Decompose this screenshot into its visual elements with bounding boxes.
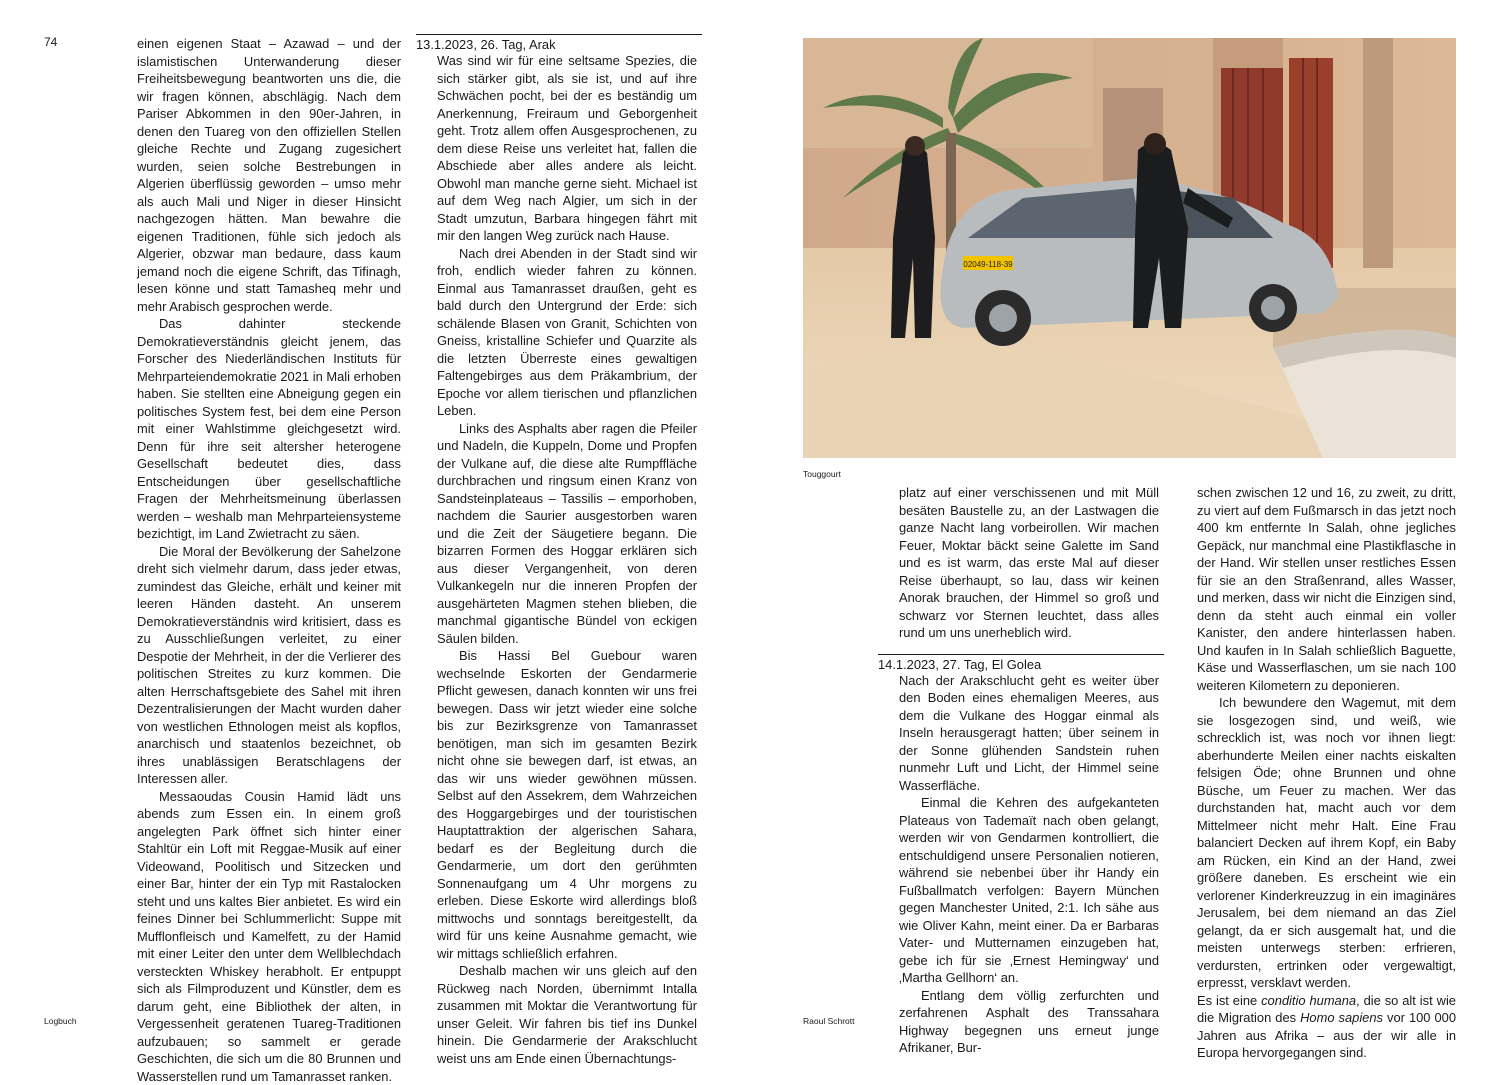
paragraph: Das dahinter steckende Demokratieverständnis gleicht jenem, das Forscher des Niederländischen Instituts für Mehrparteiendemokratie 2021 in Mali erhoben haben. Sie stellten eine Abneigung gegen ein politisches System fest, bei dem eine Person mit einer Wahlstimme gleichgesetzt wird. Denn für ihre seit altersher heterogene Gesellschaft bedeutet dies, dass Entscheidungen über gesellschaftliche Fragen der Mehrheitsmeinung überlassen werden – weshalb man Mehrparteiensysteme bezichtigt, im Land Zwietracht zu säen. xyxy=(137,315,401,543)
column-3 xyxy=(899,484,1159,1057)
paragraph: einen eigenen Staat – Azawad – und der islamistischen Unterwanderung dieser Freiheitsbewegung beantworten uns die, die wir fragen können, abschlägig. Nach dem Pariser Abkommen in den 90er-Jahren, in denen den Tuareg von den offiziellen Stellen gleiche Rechte und Zugang zugesichert wurden, seien solche Bestrebungen in Algerien überflüssig geworden – umso mehr als auch Mali und Niger in dieser Hinsicht nachgezogen hätten. Man bewahre die eigenen Traditionen, fühle sich jedoch als Algerier, obzwar man bedaure, dass kaum jemand noch die eigene Schrift, das Tifinagh, lesen könne und statt Tamasheq mehr und mehr Arabisch gesprochen werde. xyxy=(137,35,401,315)
paragraph: Nach der Arakschlucht geht es weiter über den Boden eines ehemaligen Meeres, aus dem die Vulkane des Hoggar einmal als Inseln herausgeragt hatten; über seinem in der Sonne glühenden Sandstein ruhen nunmehr Luft und Licht, der Himmel seine Wasserfläche. xyxy=(899,672,1159,795)
text-run: Es ist eine xyxy=(1197,993,1261,1008)
paragraph: Die Moral der Bevölkerung der Sahelzone dreht sich vielmehr darum, dass jeder etwas, zumindest das Gleiche, erhält und keiner mit leeren Händen dasteht. An unserem Demokratieverständnis wird kritisiert, dass es zu Ausschließungen verleitet, zu einer Despotie der Mehrheit, in der die Verlierer des politischen Streites zu kurz kommen. Die alten Herrschaftsgebiete des Sahel mit ihren Dezentralisierungen der Macht wurden daher von westlichen Ethnologen meist als kopflos, anarchisch und staatenlos bezeichnet, ob ihres unablässigen Beratschlagens der Interessen aller. xyxy=(137,543,401,788)
paragraph: Bis Hassi Bel Guebour waren wechselnde Eskorten der Gendarmerie Pflicht gewesen, danach konnten wir uns frei bewegen. Dass wir jetzt wieder eine solche bis zur Bezirksgrenze von Tamanrasset benötigen, man sich im gesamten Bezirk nicht ohne sie bewegen darf, ist etwas, an das wir uns wieder gewöhnen müssen. Selbst auf den Assekrem, dem Wahrzeichen des Hoggargebirges und der touristischen Hauptattraktion der algerischen Sahara, bedarf es der Begleitung durch die Gendarmerie, um dort den gerühmten Sonnenaufgang um 4 Uhr morgens zu erleben. Diese Eskorte wird allerdings bloß mittwochs und sonntags bereitgestellt, da wird für uns keine Ausnahme gemacht, wie wir mittags schließlich erfahren. xyxy=(437,647,697,962)
text-run: vor 100 000 Jahren aus Afrika – aus der wir alle in Europa hervorgegangen sind. xyxy=(1197,1010,1456,1060)
footer-right: Raoul Schrott xyxy=(803,1016,855,1026)
entry-heading: 14.1.2023, 27. Tag, El Golea xyxy=(878,654,1164,672)
text-run: , die so alt ist wie die Migration des xyxy=(1197,993,1456,1026)
paragraph: platz auf einer verschissenen und mit Müll besäten Baustelle zu, an der Lastwagen die ganze Nacht lang vorbeirollen. Wir machen Feuer, Moktar bäckt seine Galette im Sand und es ist warm, das erste Mal auf dieser Reise überhaupt, so lau, dass wir keinen Anorak brauchen, der Himmel so groß und schwarz vor Sternen leuchtet, dass alles rund um uns unerheblich wird. xyxy=(899,484,1159,642)
italic-term: Homo sapiens xyxy=(1300,1010,1383,1025)
paragraph: Entlang dem völlig zerfurchten und zerfahrenen Asphalt des Transsahara Highway begegnen uns erneut junge Afrikaner, Bur- xyxy=(899,987,1159,1057)
entry-heading: 13.1.2023, 26. Tag, Arak xyxy=(416,34,702,52)
paragraph xyxy=(1197,992,1456,1062)
street-scene-image xyxy=(803,38,1456,458)
paragraph: Ich bewundere den Wagemut, mit dem sie losgezogen sind, und weiß, wie schrecklich ist, was noch vor ihnen liegt: aberhunderte Meilen einer nachts eiskalten felsigen Öde; ohne Brunnen und ohne Büsche, um Feuer zu machen. Wer das durchstanden hat, macht auch vor dem Mittelmeer nicht mehr Halt. Eine Frau balanciert Decken auf ihrem Kopf, ein Baby am Rücken, ein Kind an der Hand, zwei größere daneben. Es erscheint wie ein verlorener Kinderkreuzzug in ein imaginäres Jerusalem, bei dem niemand an das Ziel gelangt, da er sich ausgemalt hat, und die meisten unterwegs sterben: erfrieren, verdursten, ertrinken oder vergewaltigt, erpresst, versklavt werden. xyxy=(1197,694,1456,992)
page-number: 74 xyxy=(44,35,57,49)
column-1 xyxy=(137,35,401,1085)
column-2 xyxy=(437,34,697,1067)
photo xyxy=(803,38,1456,458)
footer-left: Logbuch xyxy=(44,1016,77,1026)
paragraph: Was sind wir für eine seltsame Spezies, die sich stärker gibt, als sie ist, und auf ihre Schwächen pocht, bei der es beständig um Anerkennung, Freiraum und Geborgenheit geht. Trotz allem offen Ausgesprochenen, zu dem diese Reise uns verleitet hat, fallen die Abschiede aber alles andere als leicht. Obwohl man manche gerne sieht. Michael ist auf dem Weg nach Algier, um sich in der Stadt umzutun, Barbara hingegen fährt mit mir den langen Weg zurück nach Hause. xyxy=(437,52,697,245)
italic-term: conditio humana xyxy=(1261,993,1356,1008)
paragraph: Links des Asphalts aber ragen die Pfeiler und Nadeln, die Kuppeln, Dome und Propfen der Vulkane auf, die diese alte Rumpffläche durchbrachen und ringsum einen Kranz von Sandsteinplateaus – Tassilis – emporhoben, nachdem die Saurier ausgestorben waren und die Zeit der Säugetiere begann. Die bizarren Formen des Hoggar erklären sich aus dieser Vergangenheit, von deren Vulkankegeln nur die inneren Propfen der ausgehärteten Magmen stehen blieben, die manchmal gigantische Bündel von eckigen Säulen bilden. xyxy=(437,420,697,648)
paragraph: schen zwischen 12 und 16, zu zweit, zu dritt, zu viert auf dem Fußmarsch in das jetzt noch 400 km entfernte In Salah, ohne jegliches Gepäck, nur manchmal eine Plastikflasche in der Hand. Wir stellen unser restliches Essen für sie an den Straßenrand, alles Wasser, und merken, dass wir nicht die Einzigen sind, denn da steht auch einmal ein voller Kanister, den andere hinterlassen haben. Und kaufen in In Salah schließlich Baguette, Käse und Wasserflaschen, um sie nach 100 weiteren Kilometern zu deponieren. xyxy=(1197,484,1456,694)
paragraph: Einmal die Kehren des aufgekanteten Plateaus von Tademaït nach oben gelangt, werden wir von Gendarmen kontrolliert, die entschuldigend unsere Personalien notieren, während sie nebenbei über ihr Handy ein Fußballmatch verfolgen: Bayern München gegen Manchester United, 2:1. Ich sähe aus wie Oliver Kahn, meint einer. Da er Barbaras Vater- und Mutternamen einzugeben hat, gebe ich für sie ‚Ernest Hemingway‘ und ‚Martha Gellhorn‘ an. xyxy=(899,794,1159,987)
license-plate-text: 02049-118-39 xyxy=(963,260,1013,269)
paragraph: Nach drei Abenden in der Stadt sind wir froh, endlich wieder fahren zu können. Einmal aus Tamanrasset draußen, geht es bald durch den Untergrund der Erde: sich schälende Blasen von Granit, Schichten von Gneiss, kristalline Schiefer und Quarzite als die letzten Überreste eines gewaltigen Faltengebirges aus dem Präkambrium, der Epoche vor allem tierischen und pflanzlichen Leben. xyxy=(437,245,697,420)
column-4 xyxy=(1197,484,1456,1062)
photo-caption: Touggourt xyxy=(803,469,841,479)
paragraph: Deshalb machen wir uns gleich auf den Rückweg nach Norden, übernimmt Intalla zusammen mit Moktar die Verantwortung für unser Geleit. Wir fahren bis tief ins Dunkel hinein. Die Gendarmerie der Arakschlucht weist uns am Ende einen Übernachtungs- xyxy=(437,962,697,1067)
paragraph: Messaoudas Cousin Hamid lädt uns abends zum Essen ein. In einem groß angelegten Park öffnet sich hinter einer Stahltür ein Loft mit Reggae-Musik auf einer Videowand, Poolitisch und Sitzecken und einer Bar, hinter der ein Typ mit Rastalocken steht und uns kaltes Bier anbietet. Es wird ein feines Dinner bei Schlummerlicht: Suppe mit Mufflonfleisch und Kamelfett, zu der Hamid mit einer Leiter den unter dem Wellblechdach versteckten Whiskey herabholt. Er entpuppt sich als Filmproduzent und Künstler, dem es darum geht, eine Bibliothek der alten, in Vergessenheit geratenen Tuareg-Traditionen aufzubauen; so sammelt er gerade Geschichten, die sich um die 80 Brunnen und Wasserstellen rund um Tamanrasset ranken. xyxy=(137,788,401,1085)
